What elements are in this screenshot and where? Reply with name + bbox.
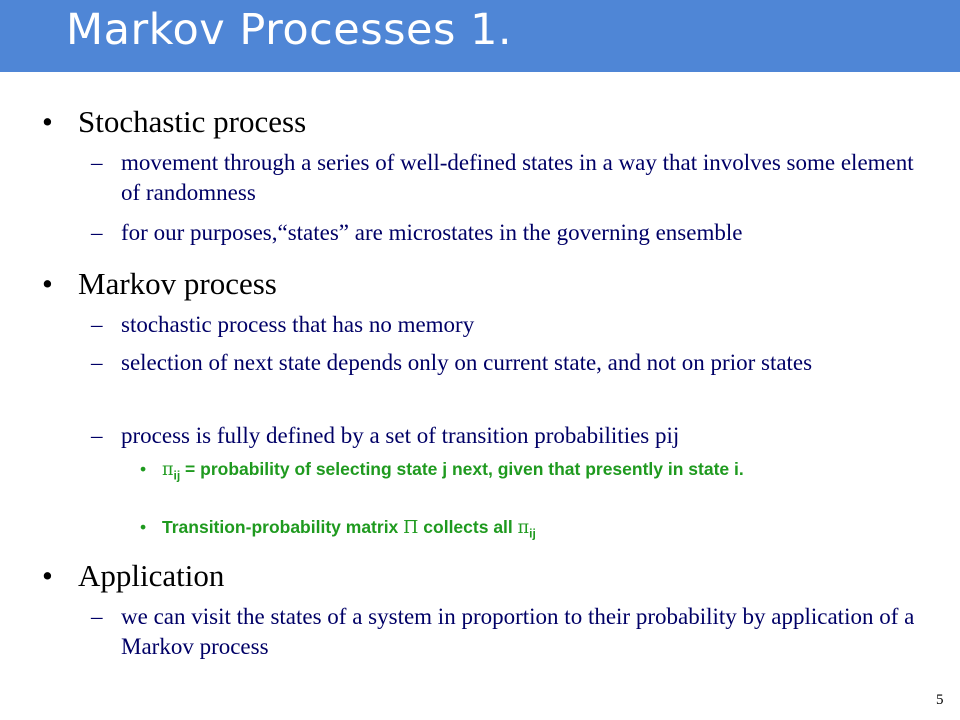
subpoint-matrix — [140, 516, 536, 546]
point-text: for our purposes,“states” are microstates in the governing ensemble — [121, 220, 743, 245]
bullet: • — [42, 558, 53, 593]
subscript-ij: ij — [173, 468, 181, 483]
point-states — [91, 218, 941, 248]
page-number: 5 — [936, 692, 944, 708]
point-text: process is fully defined by a set of transition probabilities pij — [121, 423, 680, 448]
heading-text: Application — [78, 558, 225, 593]
dash: – — [91, 604, 103, 629]
point-text: stochastic process that has no memory — [121, 312, 475, 337]
point-text: selection of next state depends only on current state, and not on prior states — [121, 350, 813, 375]
dash: – — [91, 350, 103, 375]
collects-text: collects all — [418, 517, 518, 537]
point-transition — [91, 421, 921, 451]
title-bar — [0, 0, 960, 72]
point-text: we can visit the states of a system in proportion to their probability by application of a Markov process — [121, 604, 915, 659]
point-application — [91, 602, 921, 662]
heading-text: Markov process — [78, 266, 277, 301]
capital-pi-symbol: Π — [403, 518, 419, 538]
slide-title: Markov Processes 1. — [66, 5, 513, 55]
heading-application — [42, 558, 225, 594]
dash: – — [91, 312, 103, 337]
heading-markov-process — [42, 266, 277, 302]
point-text: movement through a series of well-defined states in a way that involves some element of randomness — [121, 150, 914, 205]
pi-symbol: π — [517, 518, 530, 538]
pi-symbol: π — [162, 460, 174, 480]
definition-text: = probability of selecting state j next, given that presently in state i. — [180, 459, 744, 479]
dash: – — [91, 423, 103, 448]
point-movement — [91, 148, 921, 208]
point-no-memory — [91, 310, 921, 340]
bullet: • — [42, 104, 53, 139]
bullet: • — [140, 459, 147, 479]
dash: – — [91, 220, 103, 245]
heading-stochastic-process — [42, 104, 307, 140]
bullet: • — [140, 517, 147, 537]
matrix-text: Transition-probability matrix — [162, 517, 404, 537]
heading-text: Stochastic process — [78, 104, 307, 139]
subscript-ij: ij — [529, 526, 536, 541]
bullet: • — [42, 266, 53, 301]
subpoint-pi-definition — [140, 458, 902, 488]
dash: – — [91, 150, 103, 175]
point-selection — [91, 348, 886, 378]
